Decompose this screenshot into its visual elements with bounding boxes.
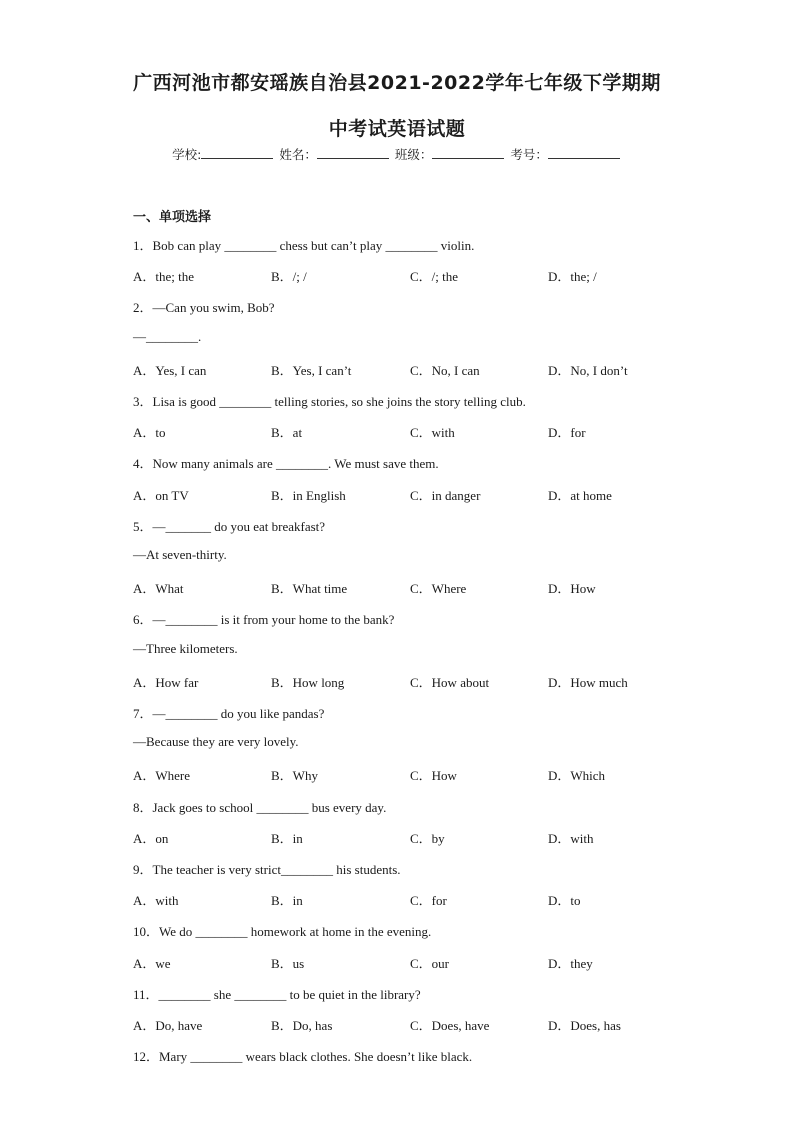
option-b: B．Do, has bbox=[271, 1018, 333, 1033]
section-title: 一、单项选择 bbox=[133, 210, 212, 225]
option-c: C．with bbox=[410, 425, 455, 440]
name-label: 姓名： bbox=[279, 147, 317, 162]
question-6-response: —Three kilometers. bbox=[133, 641, 238, 656]
question-12: 12．Mary ________ wears black clothes. She doesn’t like black. bbox=[133, 1049, 473, 1064]
option-d: D．How much bbox=[548, 675, 628, 690]
question-1: 1．Bob can play ________ chess but can’t play ________ violin. bbox=[133, 238, 475, 253]
question-4: 4．Now many animals are ________. We must save them. bbox=[133, 456, 439, 471]
options-row bbox=[133, 828, 693, 846]
option-d: D．for bbox=[548, 425, 586, 440]
option-a: A．we bbox=[133, 956, 171, 971]
option-c: C．for bbox=[410, 893, 447, 908]
option-a: A．Yes, I can bbox=[133, 363, 207, 378]
option-a: A．Where bbox=[133, 768, 191, 783]
question-5: 5．—_______ do you eat breakfast? bbox=[133, 519, 326, 534]
option-a: A．How far bbox=[133, 675, 199, 690]
options-row bbox=[133, 485, 693, 503]
option-a: A．to bbox=[133, 425, 166, 440]
option-d: D．with bbox=[548, 831, 594, 846]
option-a: A．What bbox=[133, 581, 184, 596]
options-row bbox=[133, 422, 693, 440]
school-label: 学校: bbox=[172, 147, 202, 162]
option-a: A．on bbox=[133, 831, 169, 846]
option-b: B．Why bbox=[271, 768, 318, 783]
option-d: D．to bbox=[548, 893, 581, 908]
question-7-response: —Because they are very lovely. bbox=[133, 734, 299, 749]
options-row bbox=[133, 266, 693, 284]
option-b: B．in bbox=[271, 893, 303, 908]
school-blank bbox=[201, 146, 273, 159]
option-d: D．they bbox=[548, 956, 593, 971]
option-d: D．Which bbox=[548, 768, 606, 783]
option-c: C．How about bbox=[410, 675, 490, 690]
option-c: C．in danger bbox=[410, 488, 481, 503]
option-c: C．No, I can bbox=[410, 363, 480, 378]
page-title-line-2: 中考试英语试题 bbox=[328, 118, 466, 140]
student-info-row bbox=[0, 145, 794, 163]
option-b: B．What time bbox=[271, 581, 348, 596]
question-2-response: —________. bbox=[133, 329, 202, 344]
option-b: B．in bbox=[271, 831, 303, 846]
options-row bbox=[133, 672, 693, 690]
option-a: A．Do, have bbox=[133, 1018, 203, 1033]
exam-number-label: 考号： bbox=[510, 147, 548, 162]
question-6: 6．—________ is it from your home to the bank? bbox=[133, 612, 395, 627]
option-b: B．Yes, I can’t bbox=[271, 363, 352, 378]
class-label: 班级： bbox=[394, 147, 433, 162]
option-c: C．Where bbox=[410, 581, 467, 596]
option-a: A．the; the bbox=[133, 269, 195, 284]
question-10: 10．We do ________ homework at home in the evening. bbox=[133, 924, 432, 939]
options-row bbox=[133, 578, 693, 596]
option-d: D．the; / bbox=[548, 269, 597, 284]
option-b: B．us bbox=[271, 956, 305, 971]
question-3: 3．Lisa is good ________ telling stories, so she joins the story telling club. bbox=[133, 394, 526, 409]
options-row bbox=[133, 953, 693, 971]
option-c: C．by bbox=[410, 831, 445, 846]
question-11: 11．________ she ________ to be quiet in the library? bbox=[133, 987, 421, 1002]
option-c: C．/; the bbox=[410, 269, 459, 284]
option-c: C．How bbox=[410, 768, 457, 783]
options-row bbox=[133, 1015, 693, 1033]
exam-number-blank bbox=[548, 146, 620, 159]
options-row bbox=[133, 890, 693, 908]
question-5-response: —At seven-thirty. bbox=[133, 547, 227, 562]
option-b: B．How long bbox=[271, 675, 345, 690]
name-blank bbox=[317, 146, 389, 159]
option-d: D．No, I don’t bbox=[548, 363, 628, 378]
option-d: D．at home bbox=[548, 488, 612, 503]
page-title-line-1: 广西河池市都安瑶族自治县2021-2022学年七年级下学期期 bbox=[133, 72, 661, 94]
options-row bbox=[133, 360, 693, 378]
options-row bbox=[133, 765, 693, 783]
option-c: C．our bbox=[410, 956, 450, 971]
option-a: A．with bbox=[133, 893, 179, 908]
option-b: B．at bbox=[271, 425, 303, 440]
option-d: D．Does, has bbox=[548, 1018, 621, 1033]
option-d: D．How bbox=[548, 581, 596, 596]
question-8: 8．Jack goes to school ________ bus every day. bbox=[133, 800, 387, 815]
question-9: 9．The teacher is very strict________ his students. bbox=[133, 862, 401, 877]
question-2: 2．—Can you swim, Bob? bbox=[133, 300, 275, 315]
option-a: A．on TV bbox=[133, 488, 189, 503]
option-b: B．in English bbox=[271, 488, 346, 503]
question-7: 7．—________ do you like pandas? bbox=[133, 706, 325, 721]
class-blank bbox=[432, 146, 504, 159]
option-c: C．Does, have bbox=[410, 1018, 490, 1033]
option-b: B．/; / bbox=[271, 269, 307, 284]
